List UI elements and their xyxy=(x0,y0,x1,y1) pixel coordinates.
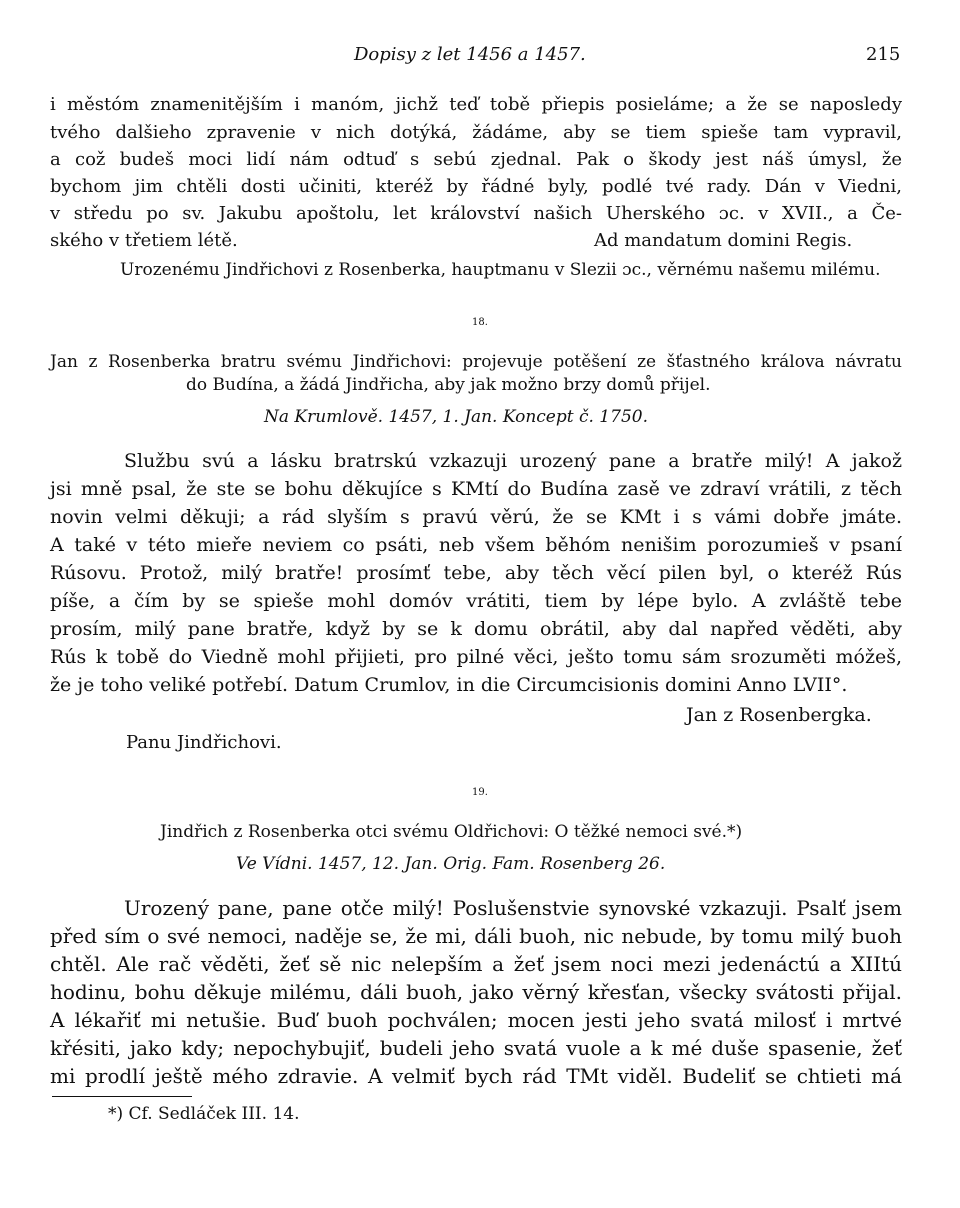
running-title: Dopisy z let 1456 a 1457. xyxy=(354,44,586,65)
letter18-body-line: jsi mně psal, že ste se bohu děkujíce s KMtí do Budína zasě ve zdraví vrátili, z těch xyxy=(50,478,902,500)
letter19-body-line: křésiti, jako kdy; nepochybujiť, budeli jeho svatá vuole a k mé duše spasenie, žeť xyxy=(50,1036,902,1060)
page-number: 215 xyxy=(866,44,901,65)
footnote: *) Cf. Sedláček III. 14. xyxy=(108,1104,300,1124)
letter18-body-line: A také v této mieře neviem co psáti, neb všem běhóm nenišim porozumieš v psaní xyxy=(50,534,902,556)
letter18-summary-line: do Budína, a žádá Jindřicha, aby jak možno brzy domů přijel. xyxy=(186,375,711,395)
letter17-line: bychom jim chtěli dosti učiniti, kteréž by řádné byly, podlé tvé rady. Dán v Viedni, xyxy=(50,176,902,197)
letter18-body-line: Službu svú a lásku bratrskú vzkazuji urozený pane a bratře milý! A jakož xyxy=(124,450,902,472)
letter19-source: Ve Vídni. 1457, 12. Jan. Orig. Fam. Rosenberg 26. xyxy=(236,854,666,874)
letter17-line: a což budeš moci lidí nám odtuď s sebú zjednal. Pak o škody jest náš úmysl, že xyxy=(50,149,902,170)
letter18-body-line: novin velmi děkuji; a rád slyším s pravú věrú, že se KMt i s vámi dobře jmáte. xyxy=(50,506,902,528)
letter18-body-line: prosím, milý pane bratře, když by se k domu obrátil, aby dal napřed věděti, aby xyxy=(50,618,902,640)
letter19-body-line: Urozený pane, pane otče milý! Poslušenstvie synovské vzkazuji. Psalť jsem xyxy=(124,896,902,920)
letter17-address: Urozenému Jindřichovi z Rosenberka, hauptmanu v Slezii ɔc., věrnému našemu milému. xyxy=(120,260,881,280)
letter19-body-line: hodinu, bohu děkuje milému, dáli buoh, jako věrný křesťan, všecky svátosti přijal. xyxy=(50,980,902,1004)
letter18-body-line: píše, a čím by se spieše mohl domóv vrátiti, tiem by lépe bylo. A zvláště tebe xyxy=(50,590,902,612)
letter18-summary-line: Jan z Rosenberka bratru svému Jindřichovi: projevuje potěšení ze šťastného králova návratu xyxy=(50,352,902,372)
letter18-signature: Jan z Rosenbergka. xyxy=(686,704,872,726)
footnote-rule xyxy=(52,1096,192,1097)
letter19-body-line: před sím o své nemoci, naděje se, že mi, dáli buoh, nic nebude, by tomu milý buoh xyxy=(50,924,902,948)
letter19-body-line: chtěl. Ale rač věděti, žeť sě nic nelepším a žeť jsem noci mezi jedenáctú a XIItú xyxy=(50,952,902,976)
letter18-source: Na Krumlově. 1457, 1. Jan. Koncept č. 1750. xyxy=(264,407,648,427)
letter17-mandate: Ad mandatum domini Regis. xyxy=(594,230,853,251)
letter19-summary: Jindřich z Rosenberka otci svému Oldřichovi: O těžké nemoci své.*) xyxy=(160,822,743,842)
letter18-body-line: Rús k tobě do Viedně mohl přijieti, pro pilné věci, ješto tomu sám srozuměti móžeš, xyxy=(50,646,902,668)
letter19-body-line: mi prodlí ještě mého zdravie. A velmiť bych rád TMt viděl. Budeliť se chtieti má xyxy=(50,1064,902,1088)
letter18-body-line: Rúsovu. Protož, milý bratře! prosímť tebe, aby těch věcí pilen byl, o kteréž Rús xyxy=(50,562,902,584)
letter17-line: tvého dalšieho zpravenie v nich dotýká, žádáme, aby se tiem spieše tam vypravil, xyxy=(50,122,902,143)
letter18-recipient: Panu Jindřichovi. xyxy=(126,732,282,753)
letter17-line: ského v třetiem létě. xyxy=(50,230,238,251)
letter17-line: v středu po sv. Jakubu apoštolu, let království našich Uherského ɔc. v XVII., a Če- xyxy=(50,203,902,224)
letter18-body-line: že je toho veliké potřebí. Datum Crumlov, in die Circumcisionis domini Anno LVII°. xyxy=(50,674,848,696)
letter18-number: 18. xyxy=(472,317,488,328)
letter19-number: 19. xyxy=(472,787,488,798)
letter19-body-line: A lékařiť mi netušie. Buď buoh pochválen; mocen jesti jeho svatá milosť i mrtvé xyxy=(50,1008,902,1032)
letter17-line: i městóm znamenitějším i manóm, jichž teď tobě přiepis posieláme; a že se naposledy xyxy=(50,94,902,115)
